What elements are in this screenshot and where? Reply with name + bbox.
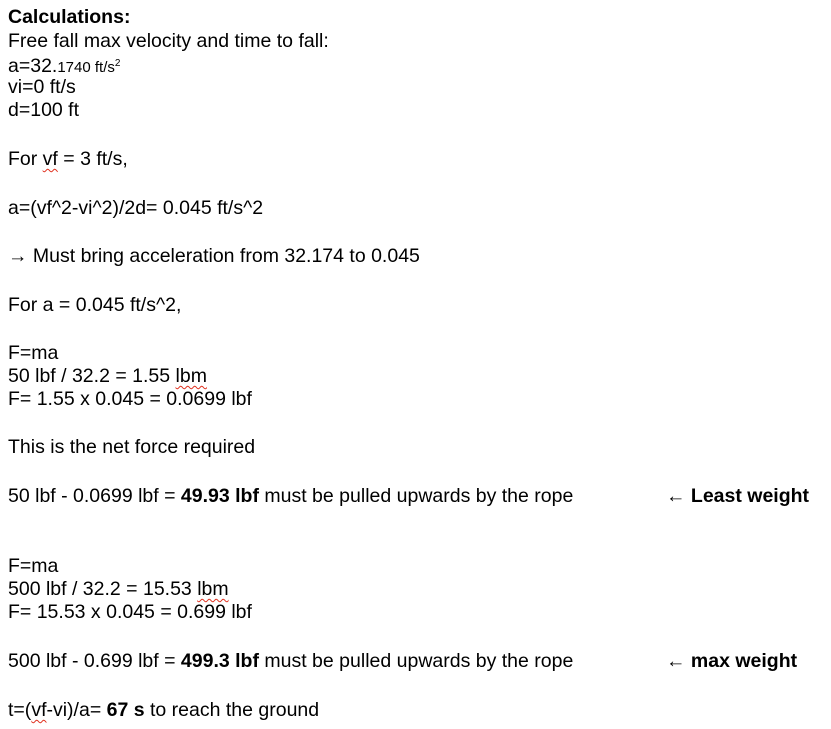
intro-text: Free fall max velocity and time to fall: (8, 30, 329, 52)
for-vf-suffix: = 3 ft/s, (57, 148, 128, 170)
for-vf-variable: vf (42, 148, 58, 170)
section-title: Calculations: (8, 6, 131, 28)
given-acceleration-prefix: a=32. (8, 55, 58, 77)
arrow-statement: → Must bring acceleration from 32.174 to 0.045 (8, 245, 420, 267)
max-result-value: 499.3 lbf (180, 650, 259, 672)
time-mid: -vi)/a= (46, 699, 107, 721)
least-result-prefix: 50 lbf - 0.0699 lbf = (8, 485, 181, 507)
least-weight-label: Least weight (690, 485, 810, 507)
max-arrow-icon: ← (666, 650, 691, 672)
least-mass (8, 364, 207, 388)
least-result-suffix: must be pulled upwards by the rope (258, 485, 574, 507)
given-distance: d=100 ft (8, 99, 80, 121)
least-force: F= 1.55 x 0.045 = 0.0699 lbf (8, 388, 252, 410)
for-acceleration: For a = 0.045 ft/s^2, (8, 294, 182, 316)
time-suffix: to reach the ground (144, 699, 320, 721)
max-result-prefix: 500 lbf - 0.699 lbf = (8, 650, 181, 672)
given-acceleration (8, 52, 120, 76)
given-acceleration-exponent: 2 (114, 58, 121, 69)
given-acceleration-digits: 1740 ft/s (57, 59, 115, 76)
time-value: 67 s (106, 699, 145, 721)
for-vf-prefix: For (8, 148, 43, 170)
acceleration-formula: a=(vf^2-vi^2)/2d= 0.045 ft/s^2 (8, 197, 264, 219)
least-mass-unit: lbm (175, 365, 207, 387)
max-result (8, 649, 573, 673)
time-prefix: t=( (8, 699, 32, 721)
max-weight-label: max weight (690, 650, 798, 672)
time-vf-variable: vf (31, 699, 47, 721)
least-result (8, 484, 573, 508)
for-final-velocity (8, 147, 128, 171)
max-mass-prefix: 500 lbf / 32.2 = 15.53 (8, 578, 198, 600)
given-initial-velocity: vi=0 ft/s (8, 76, 76, 98)
least-result-value: 49.93 lbf (180, 485, 259, 507)
time-to-ground (8, 698, 319, 722)
least-fma: F=ma (8, 342, 59, 364)
net-force-note: This is the net force required (8, 436, 256, 458)
max-fma: F=ma (8, 555, 59, 577)
least-arrow-icon: ← (666, 485, 691, 507)
max-result-suffix: must be pulled upwards by the rope (258, 650, 574, 672)
max-weight-note (666, 649, 797, 673)
least-weight-note (666, 484, 809, 508)
max-mass-unit: lbm (197, 578, 229, 600)
least-mass-prefix: 50 lbf / 32.2 = 1.55 (8, 365, 176, 387)
max-mass (8, 577, 229, 601)
max-force: F= 15.53 x 0.045 = 0.699 lbf (8, 601, 252, 623)
